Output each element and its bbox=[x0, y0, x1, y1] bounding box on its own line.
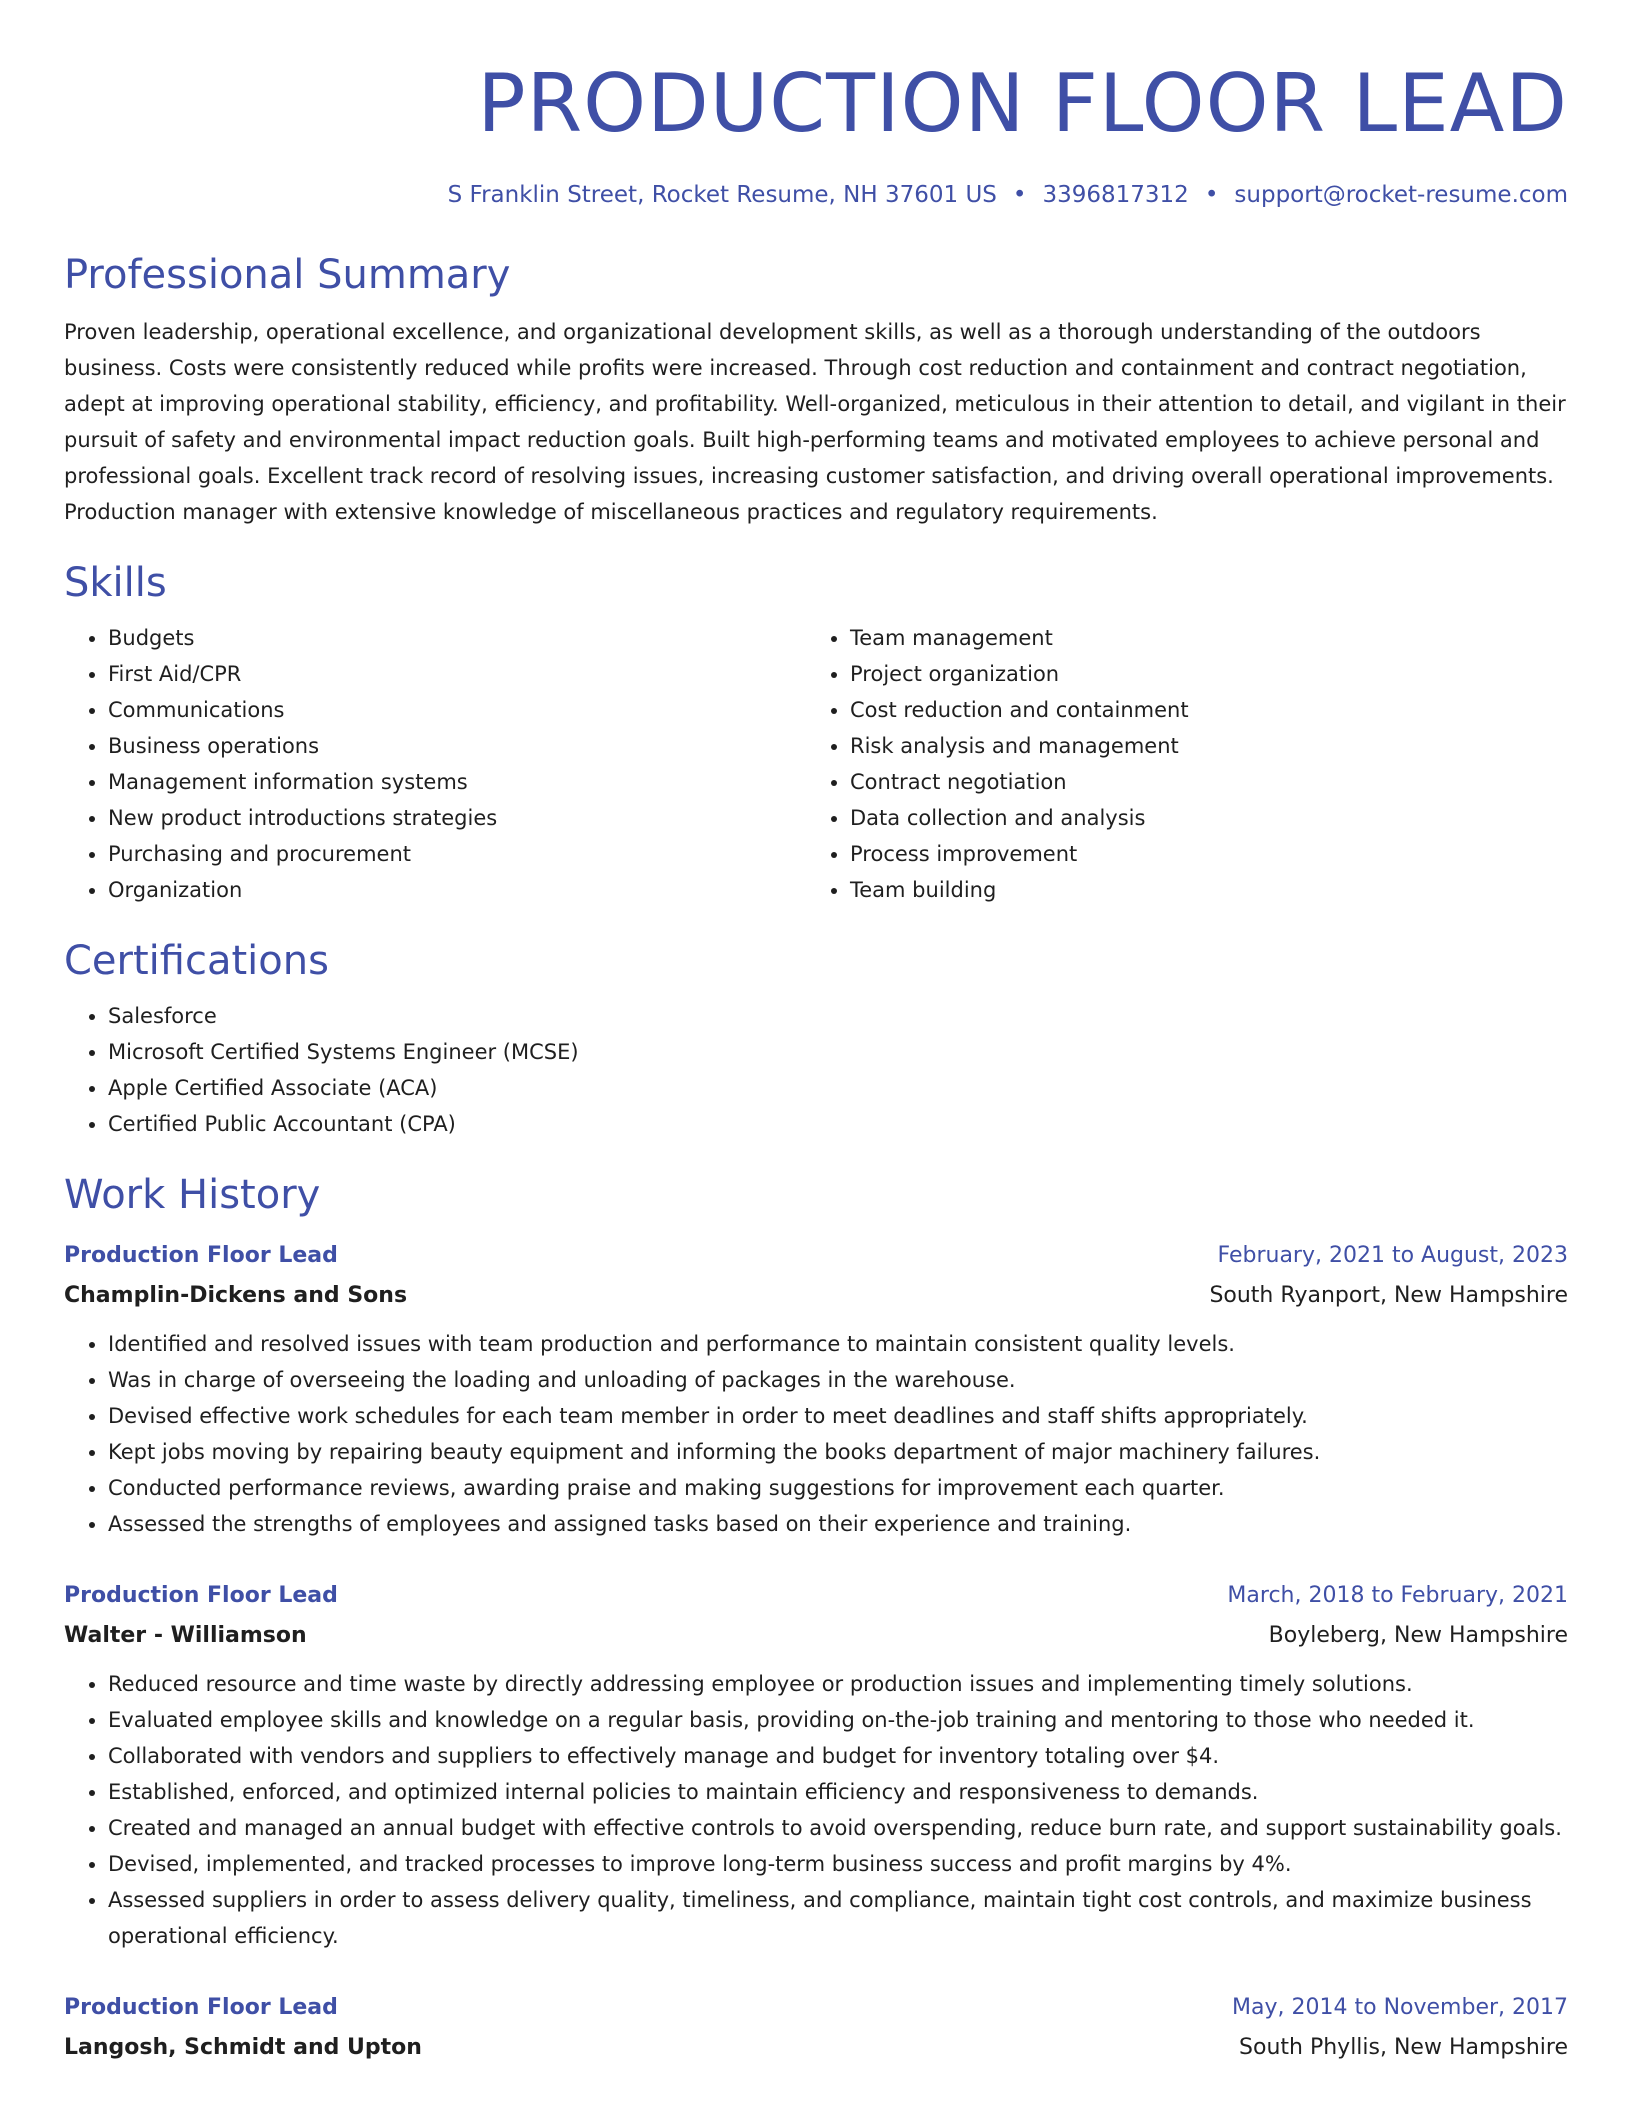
work-history-heading: Work History bbox=[64, 1172, 321, 1218]
contact-separator: • bbox=[1204, 182, 1219, 208]
summary-section bbox=[64, 250, 1568, 530]
summary-heading: Professional Summary bbox=[64, 252, 511, 298]
job-bullet: • Devised, implemented, and tracked processes to improve long-term business success and profit margins by 4%. bbox=[108, 1846, 1568, 1882]
skill-item: • First Aid/CPR bbox=[108, 656, 806, 692]
skill-item: • Business operations bbox=[108, 728, 806, 764]
resume-title: PRODUCTION FLOOR LEAD bbox=[477, 57, 1568, 150]
job-entry bbox=[64, 1236, 1568, 1542]
job-title: Production Floor Lead bbox=[64, 1243, 338, 1268]
certification-item: • Certified Public Accountant (CPA) bbox=[108, 1106, 1568, 1142]
job-bullet: • Assessed the strengths of employees and assigned tasks based on their experience and training. bbox=[108, 1506, 1568, 1542]
skill-item: • Project organization bbox=[850, 656, 1548, 692]
job-company: Walter - Williamson bbox=[64, 1623, 307, 1648]
job-bullets bbox=[64, 1326, 1568, 1542]
phone-text: 3396817312 bbox=[1042, 182, 1189, 208]
job-bullets bbox=[64, 1666, 1568, 1954]
skill-item: • Contract negotiation bbox=[850, 764, 1548, 800]
email-link[interactable]: support@rocket-resume.com bbox=[1234, 182, 1568, 208]
job-title: Production Floor Lead bbox=[64, 1583, 338, 1608]
job-entry bbox=[64, 1576, 1568, 1954]
address-text: S Franklin Street, Rocket Resume, NH 37601 US bbox=[447, 182, 997, 208]
certifications-list bbox=[64, 998, 1568, 1142]
job-bullet: • Was in charge of overseeing the loading and unloading of packages in the warehouse. bbox=[108, 1362, 1568, 1398]
skill-item: • Data collection and analysis bbox=[850, 800, 1548, 836]
job-dates: March, 2018 to February, 2021 bbox=[1227, 1583, 1568, 1608]
job-bullet: • Created and managed an annual budget with effective controls to avoid overspending, reduce burn rate, and support sustainability goals. bbox=[108, 1810, 1568, 1846]
contact-line bbox=[64, 180, 1568, 210]
job-entry bbox=[64, 1988, 1568, 2068]
job-bullet: • Assessed suppliers in order to assess delivery quality, timeliness, and compliance, maintain tight cost controls, and maximize business operational efficiency. bbox=[108, 1882, 1568, 1954]
certification-item: • Apple Certified Associate (ACA) bbox=[108, 1070, 1568, 1106]
job-title-row bbox=[64, 1236, 1568, 1276]
job-title-row bbox=[64, 1988, 1568, 2028]
skill-item: • Cost reduction and containment bbox=[850, 692, 1548, 728]
work-history-section bbox=[64, 1170, 1568, 2068]
job-bullet: • Identified and resolved issues with team production and performance to maintain consistent quality levels. bbox=[108, 1326, 1568, 1362]
certifications-section bbox=[64, 936, 1568, 1142]
certifications-heading: Certifications bbox=[64, 938, 329, 984]
job-company: Langosh, Schmidt and Upton bbox=[64, 2035, 422, 2060]
summary-text: Proven leadership, operational excellence, and organizational development skills, as well as a thorough understanding of the outdoors business. Costs were consistently reduced while profits were increased. Through cost reduction and containment and contract negotiation, adept at improving operational stability, efficiency, and profitability. Well-organized, meticulous in their attention to detail, and vigilant in their pursuit of safety and environmental impact reduction goals. Built high-performing teams and motivated employees to achieve personal and professional goals. Excellent track record of resolving issues, increasing customer satisfaction, and driving overall operational improvements. Production manager with extensive knowledge of miscellaneous practices and regulatory requirements. bbox=[64, 320, 1566, 524]
contact-separator: • bbox=[1012, 182, 1027, 208]
job-dates: May, 2014 to November, 2017 bbox=[1232, 1995, 1568, 2020]
skill-item: • Team management bbox=[850, 620, 1548, 656]
job-bullet: • Conducted performance reviews, awarding praise and making suggestions for improvement each quarter. bbox=[108, 1470, 1568, 1506]
job-location: Boyleberg, New Hampshire bbox=[1268, 1623, 1568, 1648]
job-bullet: • Evaluated employee skills and knowledge on a regular basis, providing on-the-job training and mentoring to those who needed it. bbox=[108, 1702, 1568, 1738]
job-bullet: • Established, enforced, and optimized internal policies to maintain efficiency and responsiveness to demands. bbox=[108, 1774, 1568, 1810]
job-location: South Phyllis, New Hampshire bbox=[1239, 2035, 1568, 2060]
job-title: Production Floor Lead bbox=[64, 1995, 338, 2020]
job-company-row bbox=[64, 1276, 1568, 1316]
skill-item: • New product introductions strategies bbox=[108, 800, 806, 836]
job-bullet: • Kept jobs moving by repairing beauty equipment and informing the books department of major machinery failures. bbox=[108, 1434, 1568, 1470]
job-title-row bbox=[64, 1576, 1568, 1616]
job-company-row bbox=[64, 1616, 1568, 1656]
skills-list-right bbox=[806, 620, 1548, 908]
skill-item: • Management information systems bbox=[108, 764, 806, 800]
skills-heading: Skills bbox=[64, 560, 167, 606]
job-bullet: • Devised effective work schedules for each team member in order to meet deadlines and staff shifts appropriately. bbox=[108, 1398, 1568, 1434]
skill-item: • Risk analysis and management bbox=[850, 728, 1548, 764]
job-company-row bbox=[64, 2028, 1568, 2068]
skill-item: • Organization bbox=[108, 872, 806, 908]
certification-item: • Salesforce bbox=[108, 998, 1568, 1034]
skills-section bbox=[64, 558, 1568, 908]
skill-item: • Communications bbox=[108, 692, 806, 728]
skill-item: • Purchasing and procurement bbox=[108, 836, 806, 872]
skill-item: • Team building bbox=[850, 872, 1548, 908]
job-company: Champlin-Dickens and Sons bbox=[64, 1283, 408, 1308]
skills-grid bbox=[64, 608, 1568, 908]
job-dates: February, 2021 to August, 2023 bbox=[1217, 1243, 1568, 1268]
skill-item: • Budgets bbox=[108, 620, 806, 656]
job-location: South Ryanport, New Hampshire bbox=[1209, 1283, 1568, 1308]
job-bullet: • Reduced resource and time waste by directly addressing employee or production issues and implementing timely solutions. bbox=[108, 1666, 1568, 1702]
skills-list-left bbox=[64, 620, 806, 908]
certification-item: • Microsoft Certified Systems Engineer (MCSE) bbox=[108, 1034, 1568, 1070]
job-bullet: • Collaborated with vendors and suppliers to effectively manage and budget for inventory totaling over $4. bbox=[108, 1738, 1568, 1774]
skill-item: • Process improvement bbox=[850, 836, 1548, 872]
resume-page bbox=[64, 0, 1568, 2068]
